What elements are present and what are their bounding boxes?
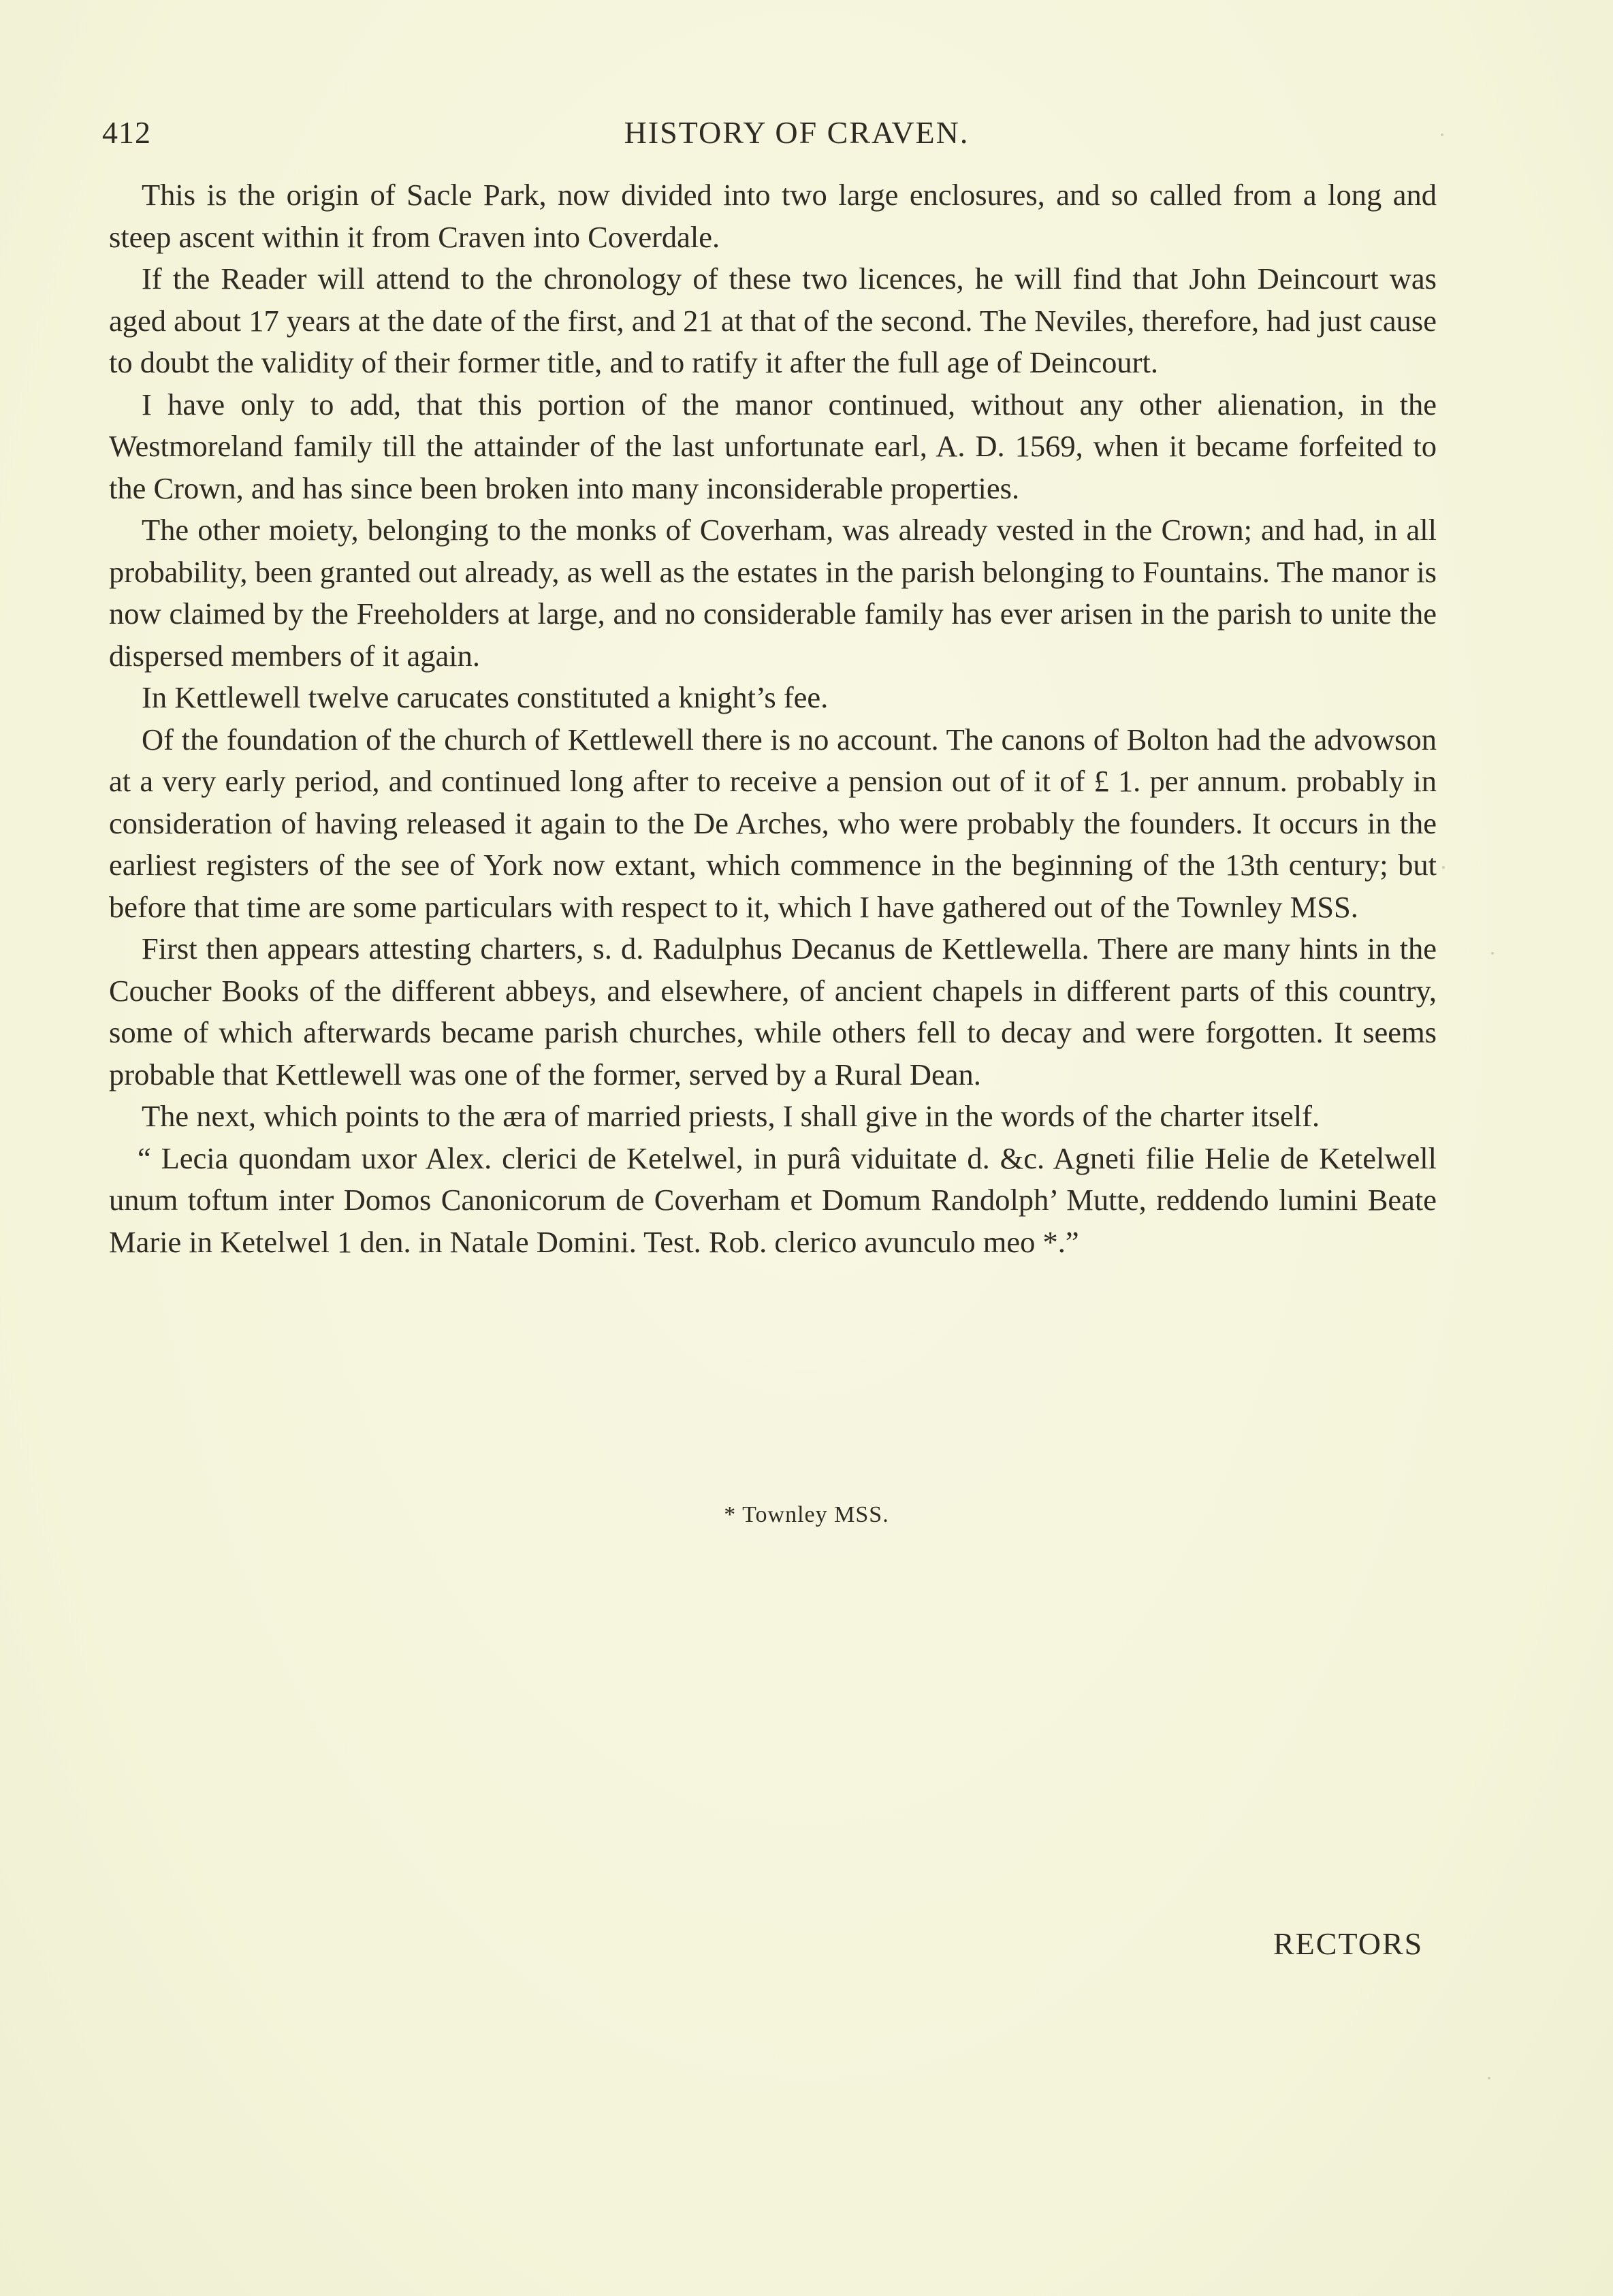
paragraph-married-priests: The next, which points to the æra of married priests, I shall give in the words of the charter itself. — [142, 1099, 1320, 1133]
paragraph-chronology: If the Reader will attend to the chronology of these two licences, he will find that John Deincourt was aged about 17 years at the date of the first, and 21 at that of the second. The Neviles, therefore, had just cause to doubt the validity of their former title, and to ratify it after the full age of Deincourt. — [109, 261, 1437, 379]
running-head: HISTORY OF CRAVEN. — [624, 115, 970, 150]
page-header — [102, 114, 1464, 155]
paragraph-sacle-park: This is the origin of Sacle Park, now divided into two large enclosures, and so called from a long and steep ascent within it from Craven into Coverdale. — [109, 178, 1437, 254]
footnote: * Townley MSS. — [724, 1502, 889, 1527]
paragraph-knights-fee: In Kettlewell twelve carucates constituted a knight’s fee. — [142, 680, 829, 714]
paper-speck — [1442, 866, 1445, 869]
paragraph-charter-quote: “ Lecia quondam uxor Alex. clerici de Ketelwel, in purâ viduitate d. &c. Agneti filie Helie de Ketelwell unum toftum inter Domos Canonicorum de Coverham et Domum Randolph’ Mutte, reddendo lumini Beate Marie in Ketelwel 1 den. in Natale Domini. Test. Rob. clerico avunculo meo *.” — [109, 1141, 1437, 1259]
page-number: 412 — [102, 115, 151, 150]
paragraph-attesting-charters: First then appears attesting charters, s. d. Radulphus Decanus de Kettlewella. There are many hints in the Coucher Books of the different abbeys, and elsewhere, of ancient chapels in different parts of this country, some of which afterwards became parish churches, while others fell to decay and were forgotten. It seems probable that Kettlewell was one of the former, served by a Rural Dean. — [109, 931, 1437, 1091]
body-text — [109, 174, 1437, 1263]
paragraph-church-foundation: Of the foundation of the church of Kettlewell there is no account. The canons of Bolton had the advowson at a very early period, and continued long after to receive a pension out of it of £ 1. per annum. probably in consideration of having released it again to the De Arches, who were probably the founders. It occurs in the earliest registers of the see of York now extant, which commence in the beginning of the 13th century; but before that time are some particulars with respect to it, which I have gathered out of the Townley MSS. — [109, 722, 1437, 924]
paper-speck — [1441, 133, 1443, 136]
paper-speck — [1488, 2077, 1490, 2079]
catchword: RECTORS — [1273, 1926, 1424, 1961]
paragraph-other-moiety: The other moiety, belonging to the monks of Coverham, was already vested in the Crown; and had, in all probability, been granted out already, as well as the estates in the parish belonging to Fountains. The manor is now claimed by the Freeholders at large, and no considerable family has ever arisen in the parish to unite the dispersed members of it again. — [109, 513, 1437, 673]
paragraph-westmoreland: I have only to add, that this portion of the manor continued, without any other alienation, in the Westmoreland family till the attainder of the last unfortunate earl, A. D. 1569, when it became forfeited to the Crown, and has since been broken into many inconsiderable properties. — [109, 387, 1437, 505]
paper-speck — [1491, 952, 1494, 955]
